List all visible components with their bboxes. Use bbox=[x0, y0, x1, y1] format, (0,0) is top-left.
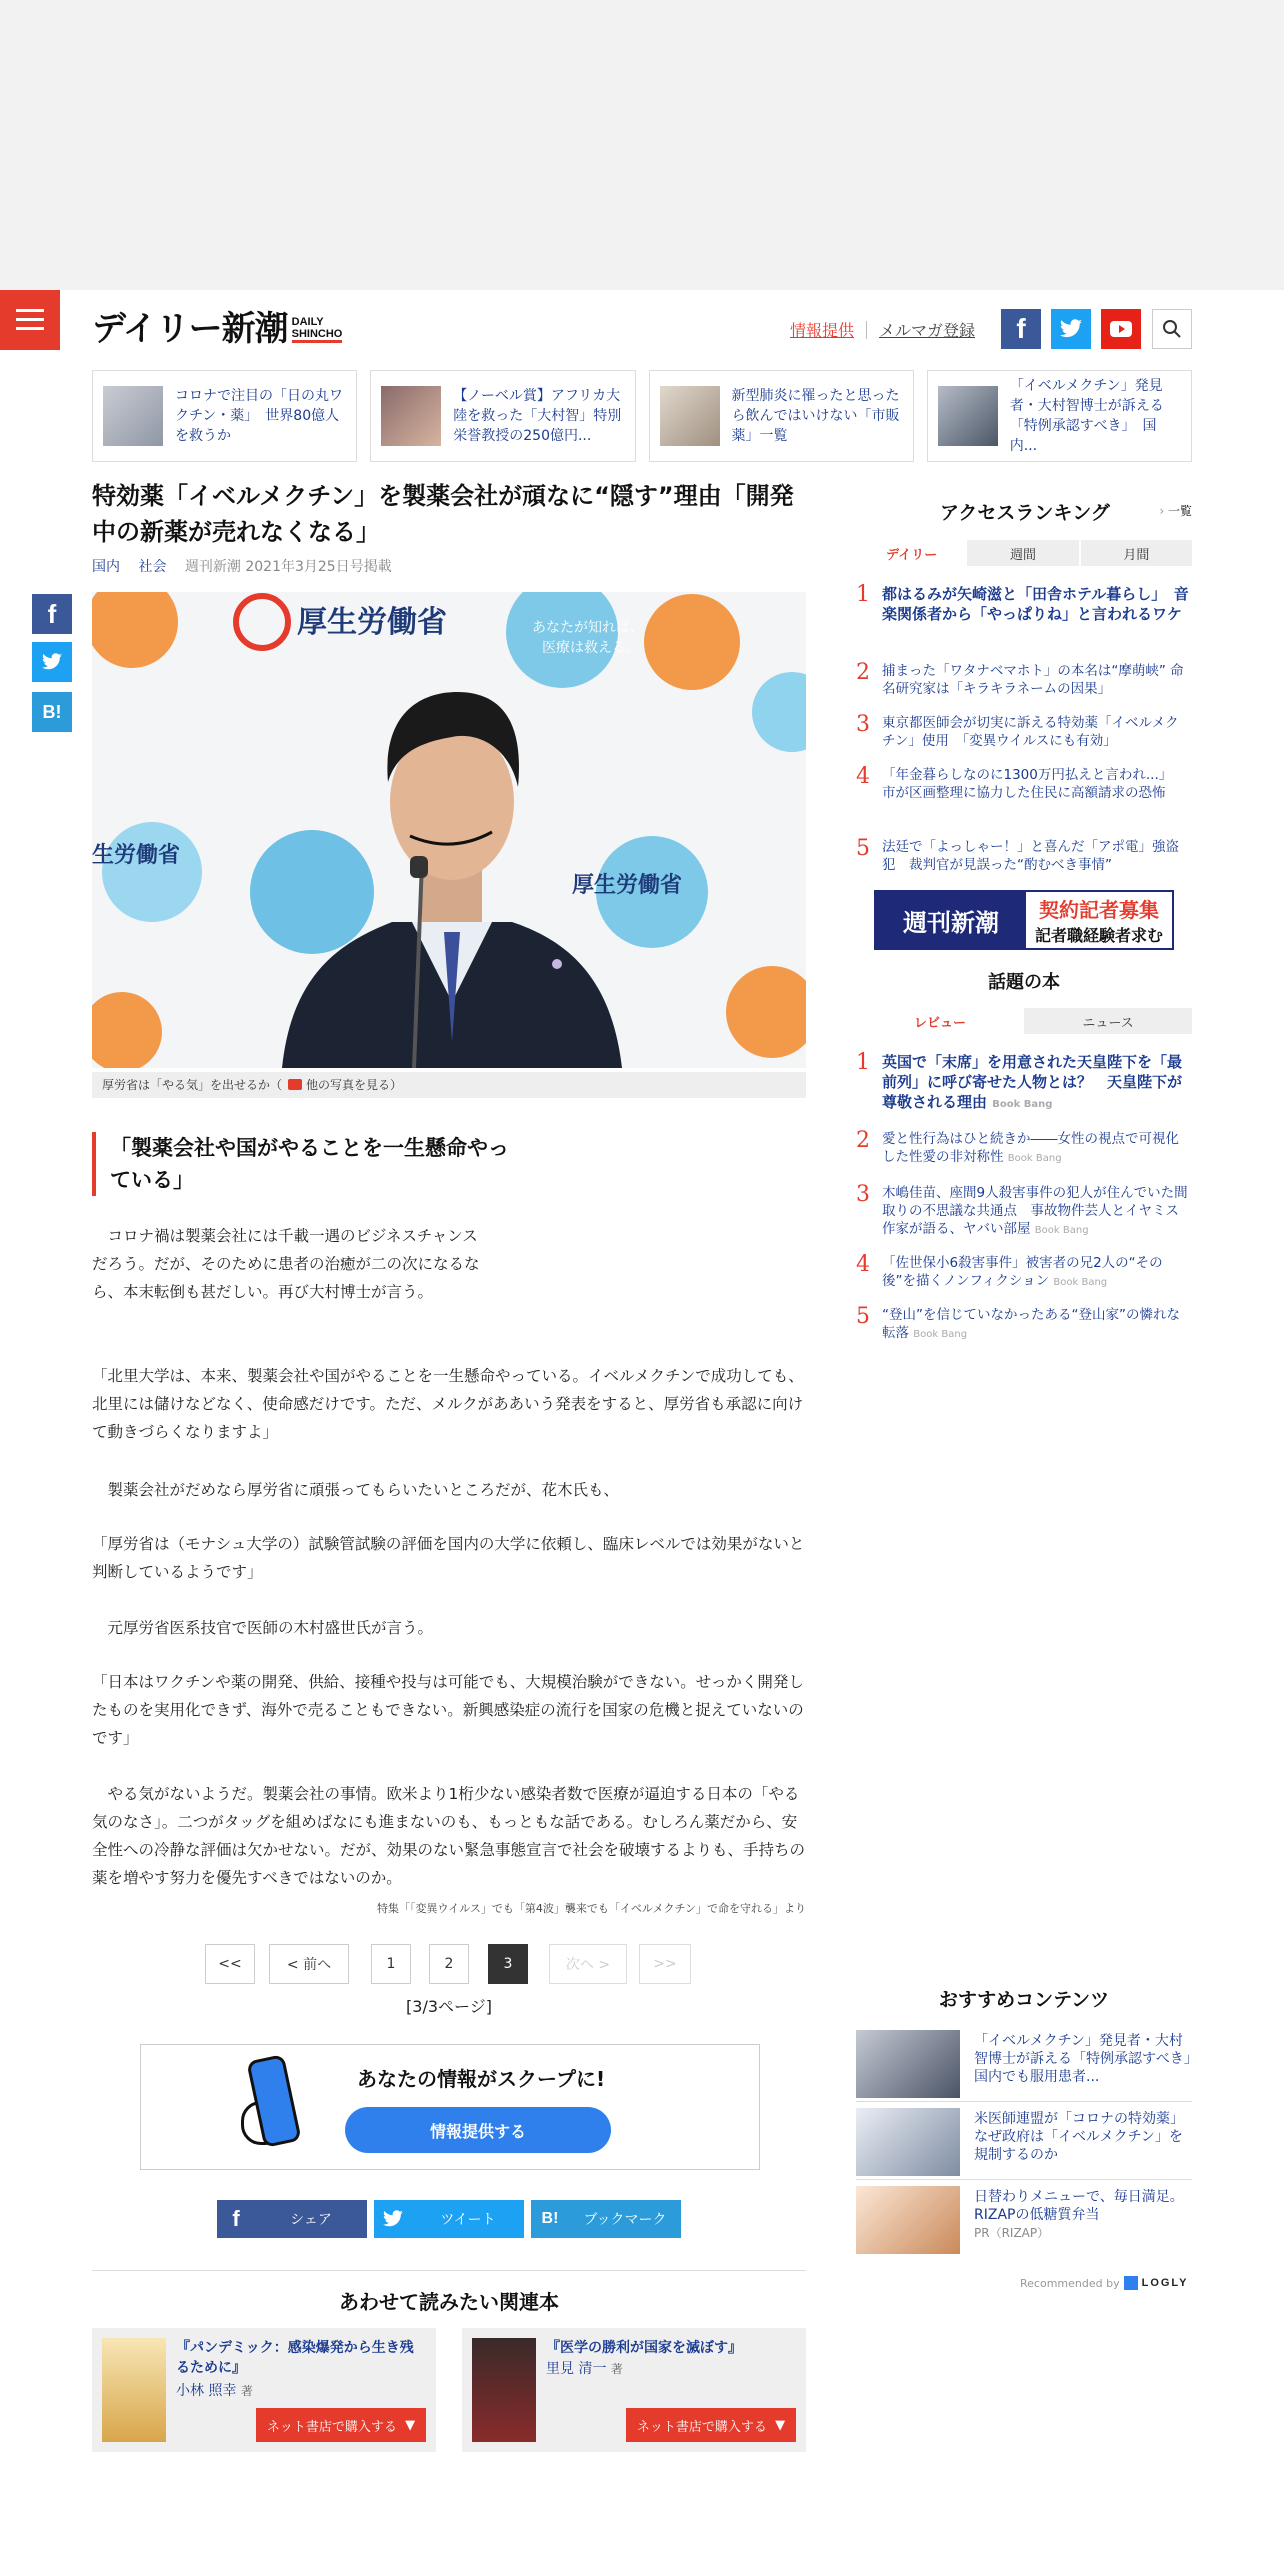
page-link[interactable]: 2 bbox=[429, 1944, 469, 1984]
recommended-thumbnail bbox=[856, 2108, 960, 2176]
recommended-text bbox=[974, 2188, 1192, 2242]
ranking-item[interactable] bbox=[856, 582, 1192, 644]
article-photo[interactable] bbox=[92, 592, 806, 1068]
ranking-header bbox=[856, 494, 1192, 524]
pickup-thumbnail bbox=[938, 386, 998, 446]
scoop-button[interactable]: 情報提供する bbox=[345, 2107, 611, 2153]
logo-sub-line1: DAILY bbox=[291, 316, 324, 328]
logly-icon bbox=[1124, 2276, 1138, 2290]
related-books-title: あわせて読みたい関連本 bbox=[339, 2290, 559, 2314]
rank-number: 5 bbox=[856, 836, 870, 861]
article-paragraph: 「日本はワクチンや薬の開発、供給、接種や投与は可能でも、大規模治験ができない。せっかく開発したものを実用化できず、海外で売ることもできない。新興感染症の流行を国家の危機と捉えていないのです」 bbox=[92, 1673, 804, 1747]
book-author bbox=[546, 2358, 623, 2378]
recommended-text: 米医師連盟が「コロナの特効薬」 なぜ政府は「イベルメクチン」を規制するのか bbox=[974, 2111, 1191, 2163]
divider bbox=[92, 2270, 806, 2271]
logo-text: デイリー新潮 bbox=[92, 309, 288, 349]
rank-number: 2 bbox=[856, 1128, 870, 1153]
pickup-list bbox=[92, 370, 1192, 462]
svg-text:医療は救える。: 医療は救える。 bbox=[542, 640, 640, 656]
book-author-name: 里見 清一 bbox=[546, 2361, 607, 2377]
book-ranking-item[interactable] bbox=[856, 1050, 1192, 1114]
book-source: Book Bang bbox=[1053, 1277, 1108, 1288]
buy-book-button[interactable] bbox=[626, 2408, 796, 2442]
article-paragraph: やる気がないようだ。製薬会社の事情。欧米より1桁少ない感染者数で医療が逼迫する日本の「やる気のなさ」。二つがタッグを組めばなにも進まないのも、もっともな話である。むしろん薬だから、安全性への冷静な評価は欠かせない。だが、効果のない緊急事態宣言で社会を破壊するよりも、手持ちの薬を増やす努力を優先すべきではないのか。 bbox=[92, 1785, 806, 1887]
rank-title: 法廷で「よっしゃー！」と喜んだ「アポ電」強盗犯 裁判官が見誤った“酌むべき事情” bbox=[882, 839, 1179, 873]
rank-title: 東京都医師会が切実に訴える特効薬「イベルメクチン」使用 「変異ウイルスにも有効」 bbox=[882, 715, 1179, 749]
book-source: Book Bang bbox=[992, 1099, 1053, 1110]
book-author bbox=[176, 2380, 253, 2400]
camera-icon bbox=[288, 1079, 302, 1090]
rank-number: 5 bbox=[856, 1304, 870, 1329]
tab-monthly[interactable]: 月間 bbox=[1081, 540, 1192, 566]
photo-caption bbox=[92, 1072, 806, 1098]
publish-info: 週刊新潮 2021年3月25日号掲載 bbox=[184, 559, 392, 575]
rank-title bbox=[882, 1052, 1192, 1115]
pickup-item[interactable] bbox=[370, 370, 635, 462]
svg-text:生労働省: 生労働省 bbox=[92, 843, 181, 868]
category-link[interactable]: 国内 bbox=[92, 559, 120, 575]
book-ranking-item[interactable] bbox=[856, 1304, 1192, 1344]
twitter-icon bbox=[374, 2200, 412, 2238]
scoop-box bbox=[140, 2044, 760, 2170]
recommended-by[interactable] bbox=[1020, 2276, 1188, 2290]
rank-number: 2 bbox=[856, 660, 870, 685]
rank-number: 1 bbox=[856, 582, 870, 607]
recommended-item[interactable] bbox=[856, 2104, 1192, 2180]
book-rank-text: 木嶋佳苗、座間9人殺害事件の犯人が住んでいた間取りの不思議な共通点 事故物件芸人とイヤミス作家が語る、ヤバい部屋 bbox=[882, 1185, 1188, 1237]
scoop-title: あなたの情報がスクープに! bbox=[357, 2067, 606, 2091]
last-page-button: >> bbox=[639, 1944, 691, 1984]
ranking-item[interactable] bbox=[856, 836, 1192, 876]
book-cover bbox=[102, 2338, 166, 2442]
youtube-icon[interactable] bbox=[1101, 309, 1141, 349]
search-icon[interactable] bbox=[1152, 309, 1192, 349]
divider bbox=[866, 321, 867, 339]
book-rank-text: 英国で「末席」を用意された天皇陛下を「最前列」に呼び寄せた人物とは？ 天皇陛下が尊敬される理由 bbox=[882, 1053, 1183, 1111]
article-paragraph: 製薬会社がだめなら厚労省に頑張ってもらいたいところだが、花木氏も、 bbox=[92, 1481, 620, 1499]
rank-title bbox=[882, 1254, 1192, 1292]
rank-title: 都はるみが矢崎滋と「田舎ホテル暮らし」 音楽関係者から「やっぱりね」と言われるワケ bbox=[882, 585, 1189, 623]
buy-label: ネット書店で購入する bbox=[636, 2419, 767, 2435]
first-page-button[interactable]: << bbox=[205, 1944, 255, 1984]
book-author-name: 小林 照幸 bbox=[176, 2383, 237, 2399]
twitter-icon[interactable] bbox=[1051, 309, 1091, 349]
recommended-thumbnail bbox=[856, 2186, 960, 2254]
hatena-icon: B! bbox=[541, 2210, 559, 2227]
more-photos-link[interactable]: 他の写真を見る） bbox=[306, 1078, 403, 1092]
book-ranking-item[interactable] bbox=[856, 1252, 1192, 1292]
tab-news[interactable]: ニュース bbox=[1024, 1008, 1192, 1034]
caption-text: 厚労省は「やる気」を出せるか（ bbox=[102, 1078, 283, 1092]
share-label: ツイート bbox=[440, 2212, 496, 2228]
facebook-icon[interactable]: f bbox=[32, 594, 72, 634]
ranking-all-label: 一覧 bbox=[1167, 504, 1192, 518]
tab-weekly[interactable]: 週間 bbox=[967, 540, 1078, 566]
banner-right bbox=[1026, 892, 1172, 948]
pickup-item[interactable] bbox=[92, 370, 357, 462]
article-source: 特集「「変異ウイルス」でも「第4波」襲来でも「イベルメクチン」で命を守れる」より bbox=[377, 1902, 806, 1915]
site-logo[interactable] bbox=[92, 305, 342, 349]
book-author-suffix: 著 bbox=[610, 2362, 623, 2376]
books-title: 話題の本 bbox=[988, 972, 1060, 993]
banner-headline: 契約記者募集 bbox=[1039, 898, 1159, 922]
buy-book-button[interactable] bbox=[256, 2408, 426, 2442]
ranking-item[interactable] bbox=[856, 712, 1192, 752]
pickup-title: 「イベルメクチン」発見者・大村智博士が訴える「特例承認すべき」 国内... bbox=[1009, 378, 1164, 454]
chevron-right-icon: › bbox=[1159, 504, 1165, 518]
pickup-title: コロナで注目の「日の丸ワクチン・薬」 世界80億人を救うか bbox=[175, 388, 343, 444]
recommended-title: おすすめコンテンツ bbox=[938, 1989, 1110, 2011]
share-label: シェア bbox=[290, 2212, 332, 2228]
book-rank-text: 「佐世保小6殺害事件」被害者の兄2人の“その後”を描くノンフィクション bbox=[882, 1255, 1163, 1289]
rank-number: 3 bbox=[856, 712, 870, 737]
article-paragraph: 元厚労省医系技官で医師の木村盛世氏が言う。 bbox=[92, 1619, 434, 1637]
article-meta bbox=[92, 556, 392, 576]
book-source: Book Bang bbox=[913, 1329, 968, 1340]
rank-title bbox=[882, 1130, 1192, 1168]
related-book[interactable] bbox=[92, 2328, 436, 2452]
svg-text:あなたが知れば、: あなたが知れば、 bbox=[532, 620, 644, 636]
pickup-thumbnail bbox=[660, 386, 720, 446]
rank-number: 4 bbox=[856, 1252, 870, 1277]
pickup-thumbnail bbox=[103, 386, 163, 446]
book-title[interactable]: 『医学の勝利が国家を滅ぼす』 bbox=[546, 2340, 742, 2356]
rank-title: 「年金暮らしなのに1300万円払えと言われ...」 市が区画整理に協力した住民に高額請求の恐怖 bbox=[882, 767, 1179, 801]
photo-backdrop-text: 厚生労働省 bbox=[297, 605, 447, 640]
prev-page-button[interactable]: < 前へ bbox=[269, 1944, 349, 1984]
article-title: 特効薬「イベルメクチン」を製薬会社が頑なに“隠す”理由「開発中の新薬が売れなくなる」 bbox=[92, 482, 794, 546]
ranking-item[interactable] bbox=[856, 764, 1192, 820]
newsletter-link[interactable]: メルマガ登録 bbox=[879, 321, 976, 340]
caret-down-icon: ▼ bbox=[405, 2417, 416, 2433]
recruit-banner[interactable] bbox=[874, 890, 1174, 950]
book-rank-text: “登山”を信じていなかったある“登山家”の憐れな転落 bbox=[882, 1307, 1180, 1341]
caret-down-icon: ▼ bbox=[775, 2417, 786, 2433]
book-ranking-item[interactable] bbox=[856, 1182, 1192, 1238]
book-rank-text: 愛と性行為はひと続きか――女性の視点で可視化した性愛の非対称性 bbox=[882, 1131, 1179, 1165]
info-link[interactable]: 情報提供 bbox=[790, 321, 855, 340]
menu-icon-bar bbox=[16, 327, 44, 330]
recommended-thumbnail bbox=[856, 2030, 960, 2098]
logly-text: LOGLY bbox=[1141, 2277, 1189, 2289]
banner-subline: 記者職経験者求む bbox=[1034, 926, 1163, 945]
ranking-title: アクセスランキング bbox=[940, 502, 1110, 524]
rank-title: 捕まった「ワタナベマホト」の本名は“摩萌峡” 命名研究家は「キラキラネームの因果」 bbox=[882, 663, 1184, 697]
facebook-icon[interactable]: f bbox=[1001, 309, 1041, 349]
facebook-share-button[interactable] bbox=[217, 2200, 367, 2238]
pr-label: PR（RIZAP） bbox=[974, 2226, 1050, 2240]
ranking-all-link[interactable] bbox=[1159, 502, 1192, 519]
menu-button[interactable] bbox=[0, 290, 60, 350]
ranking-item[interactable] bbox=[856, 660, 1192, 700]
book-author-suffix: 著 bbox=[240, 2384, 253, 2398]
rank-number: 4 bbox=[856, 764, 870, 789]
hatena-share-button[interactable] bbox=[531, 2200, 681, 2238]
pickup-item[interactable] bbox=[927, 370, 1192, 462]
share-label: ブックマーク bbox=[583, 2212, 667, 2228]
current-page: 3 bbox=[488, 1944, 528, 1984]
logo-sub-line2: SHINCHO bbox=[291, 328, 343, 340]
book-title[interactable]: 『パンデミック：感染爆発から生き残るために』 bbox=[176, 2340, 414, 2376]
recommended-item[interactable] bbox=[856, 2026, 1205, 2102]
pickup-title: 新型肺炎に罹ったと思ったら飲んではいけない「市販薬」一覧 bbox=[731, 388, 900, 444]
page-link[interactable]: 1 bbox=[371, 1944, 411, 1984]
article-paragraph: 「北里大学は、本来、製薬会社や国がやることを一生懸命やっている。イベルメクチンで成功しても、北里には儲けなどなく、使命感だけです。ただ、メルクがああいう発表をすると、厚労省も承認に向けて動きづらくなりますよ」 bbox=[92, 1367, 804, 1441]
rank-number: 1 bbox=[856, 1050, 870, 1075]
pickup-title: 【ノーベル賞】アフリカ大陸を救った「大村智」特別栄誉教授の250億円... bbox=[453, 388, 622, 444]
book-cover bbox=[472, 2338, 536, 2442]
article-subheading: 「製薬会社や国がやることを一生懸命やっている」 bbox=[92, 1132, 512, 1196]
article-paragraph: コロナ禍は製薬会社には千載一遇のビジネスチャンスだろう。だが、そのために患者の治癒が二の次になるなら、本末転倒も甚だしい。再び大村博士が言う。 bbox=[92, 1227, 480, 1301]
twitter-icon[interactable] bbox=[32, 642, 72, 682]
rank-title bbox=[882, 1306, 1192, 1344]
header-links bbox=[790, 318, 975, 341]
ad-space bbox=[0, 0, 1284, 290]
facebook-icon: f bbox=[232, 2206, 240, 2231]
ranking-tabs bbox=[856, 540, 1192, 566]
recommended-by-label: Recommended by bbox=[1020, 2276, 1120, 2290]
rank-title bbox=[882, 1184, 1192, 1240]
twitter-share-button[interactable] bbox=[374, 2200, 524, 2238]
recommended-item[interactable] bbox=[856, 2182, 1192, 2258]
recommended-text-body: 日替わりメニューで、毎日満足。RIZAPの低糖質弁当 bbox=[974, 2189, 1184, 2223]
book-ranking-item[interactable] bbox=[856, 1128, 1192, 1168]
menu-icon-bar bbox=[16, 318, 44, 321]
rank-number: 3 bbox=[856, 1182, 870, 1207]
next-page-button: 次へ > bbox=[549, 1944, 627, 1984]
tab-daily[interactable]: デイリー bbox=[856, 540, 967, 566]
page-count: [3/3ページ] bbox=[406, 1997, 492, 2016]
article-paragraph: 「厚労省は（モナシュ大学の）試験管試験の評価を国内の大学に依頼し、臨床レベルでは効果がないと判断しているようです」 bbox=[92, 1535, 805, 1581]
banner-left: 週刊新潮 bbox=[876, 892, 1026, 948]
book-source: Book Bang bbox=[1034, 1225, 1089, 1236]
pickup-thumbnail bbox=[381, 386, 441, 446]
pickup-item[interactable] bbox=[649, 370, 914, 462]
logo-sub bbox=[292, 316, 343, 343]
menu-icon-bar bbox=[16, 309, 44, 312]
category-link[interactable]: 社会 bbox=[138, 559, 167, 575]
hatena-icon[interactable]: B! bbox=[32, 692, 72, 732]
book-source: Book Bang bbox=[1007, 1153, 1062, 1164]
svg-text:厚生労働省: 厚生労働省 bbox=[572, 873, 683, 898]
recommended-text: 「イベルメクチン」発見者・大村智博士が訴える「特例承認すべき」 国内でも服用患者... bbox=[974, 2033, 1205, 2085]
books-tabs bbox=[856, 1008, 1192, 1034]
tab-review[interactable]: レビュー bbox=[856, 1008, 1024, 1034]
related-book[interactable] bbox=[462, 2328, 806, 2452]
buy-label: ネット書店で購入する bbox=[266, 2419, 397, 2435]
